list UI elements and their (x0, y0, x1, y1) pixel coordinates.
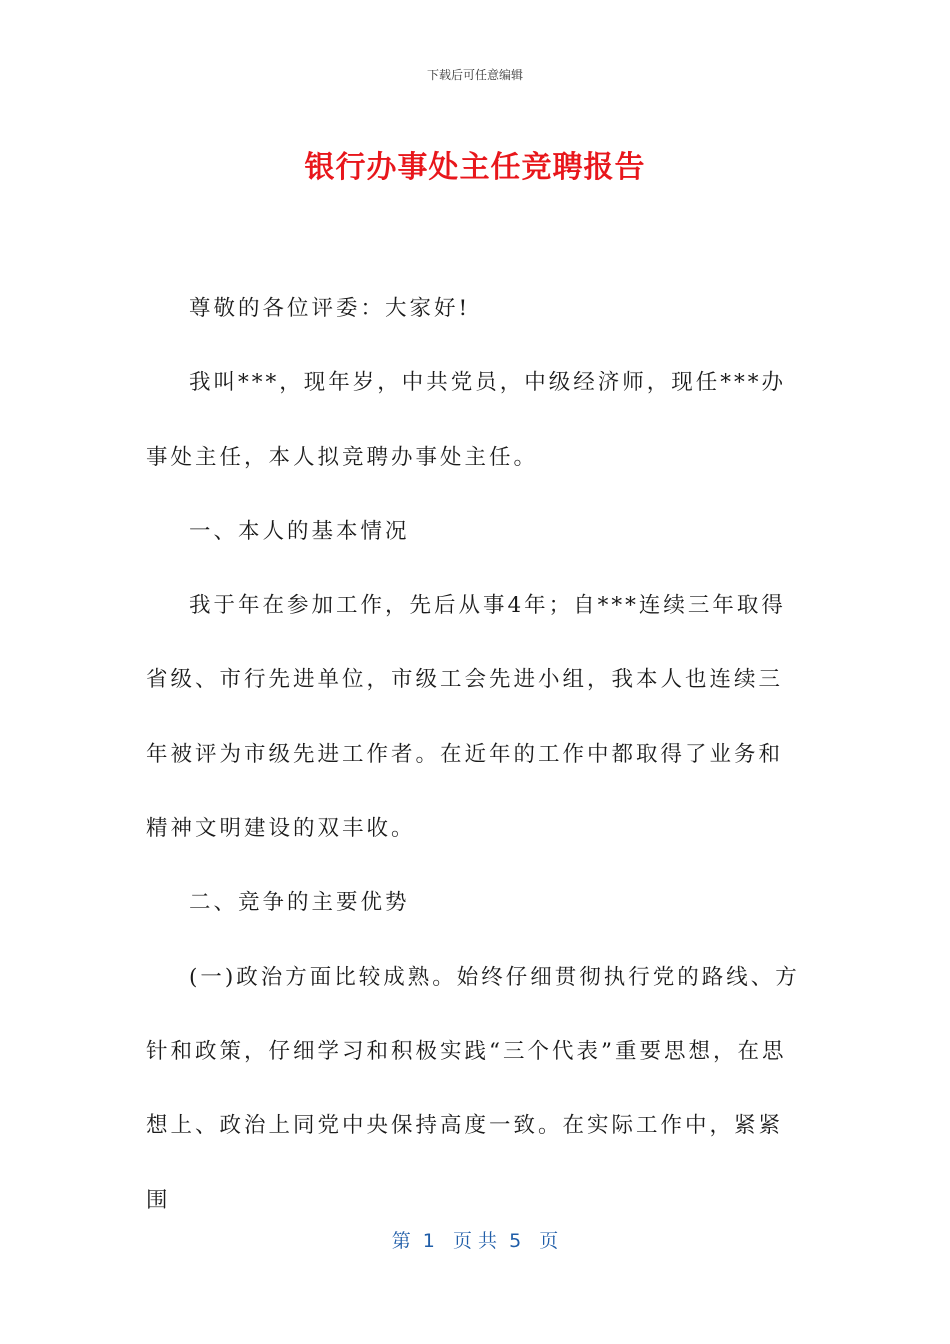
paragraph-greeting: 尊敬的各位评委：大家好! (189, 296, 471, 321)
page-number-footer: 第 1 页 共 5 页 (391, 1230, 559, 1252)
paragraph-political-maturity: (一)政治方面比较成熟。始终仔细贯彻执行党的路线、方针和政策，仔细学习和积极实践“三个代表”重要思想，在思想上、政治上同党中央保持高度一致。在实际工作中，紧紧围 (146, 964, 800, 1213)
paragraph-introduction: 我叫***，现年岁，中共党员，中级经济师，现任***办事处主任，本人拟竞聘办事处主任。 (146, 370, 787, 470)
document-body (146, 272, 806, 1238)
section-heading-advantages: 二、竞争的主要优势 (189, 890, 410, 916)
document-title: 银行办事处主任竞聘报告 (304, 150, 646, 185)
header-note: 下载后可任意编辑 (426, 68, 523, 82)
section-heading-basic-info: 一、本人的基本情况 (189, 518, 410, 544)
paragraph-basic-info: 我于年在参加工作，先后从事4年；自***连续三年取得省级、市行先进单位，市级工会先进小组，我本人也连续三年被评为市级先进工作者。在近年的工作中都取得了业务和精神文明建设的双丰收。 (146, 593, 786, 842)
